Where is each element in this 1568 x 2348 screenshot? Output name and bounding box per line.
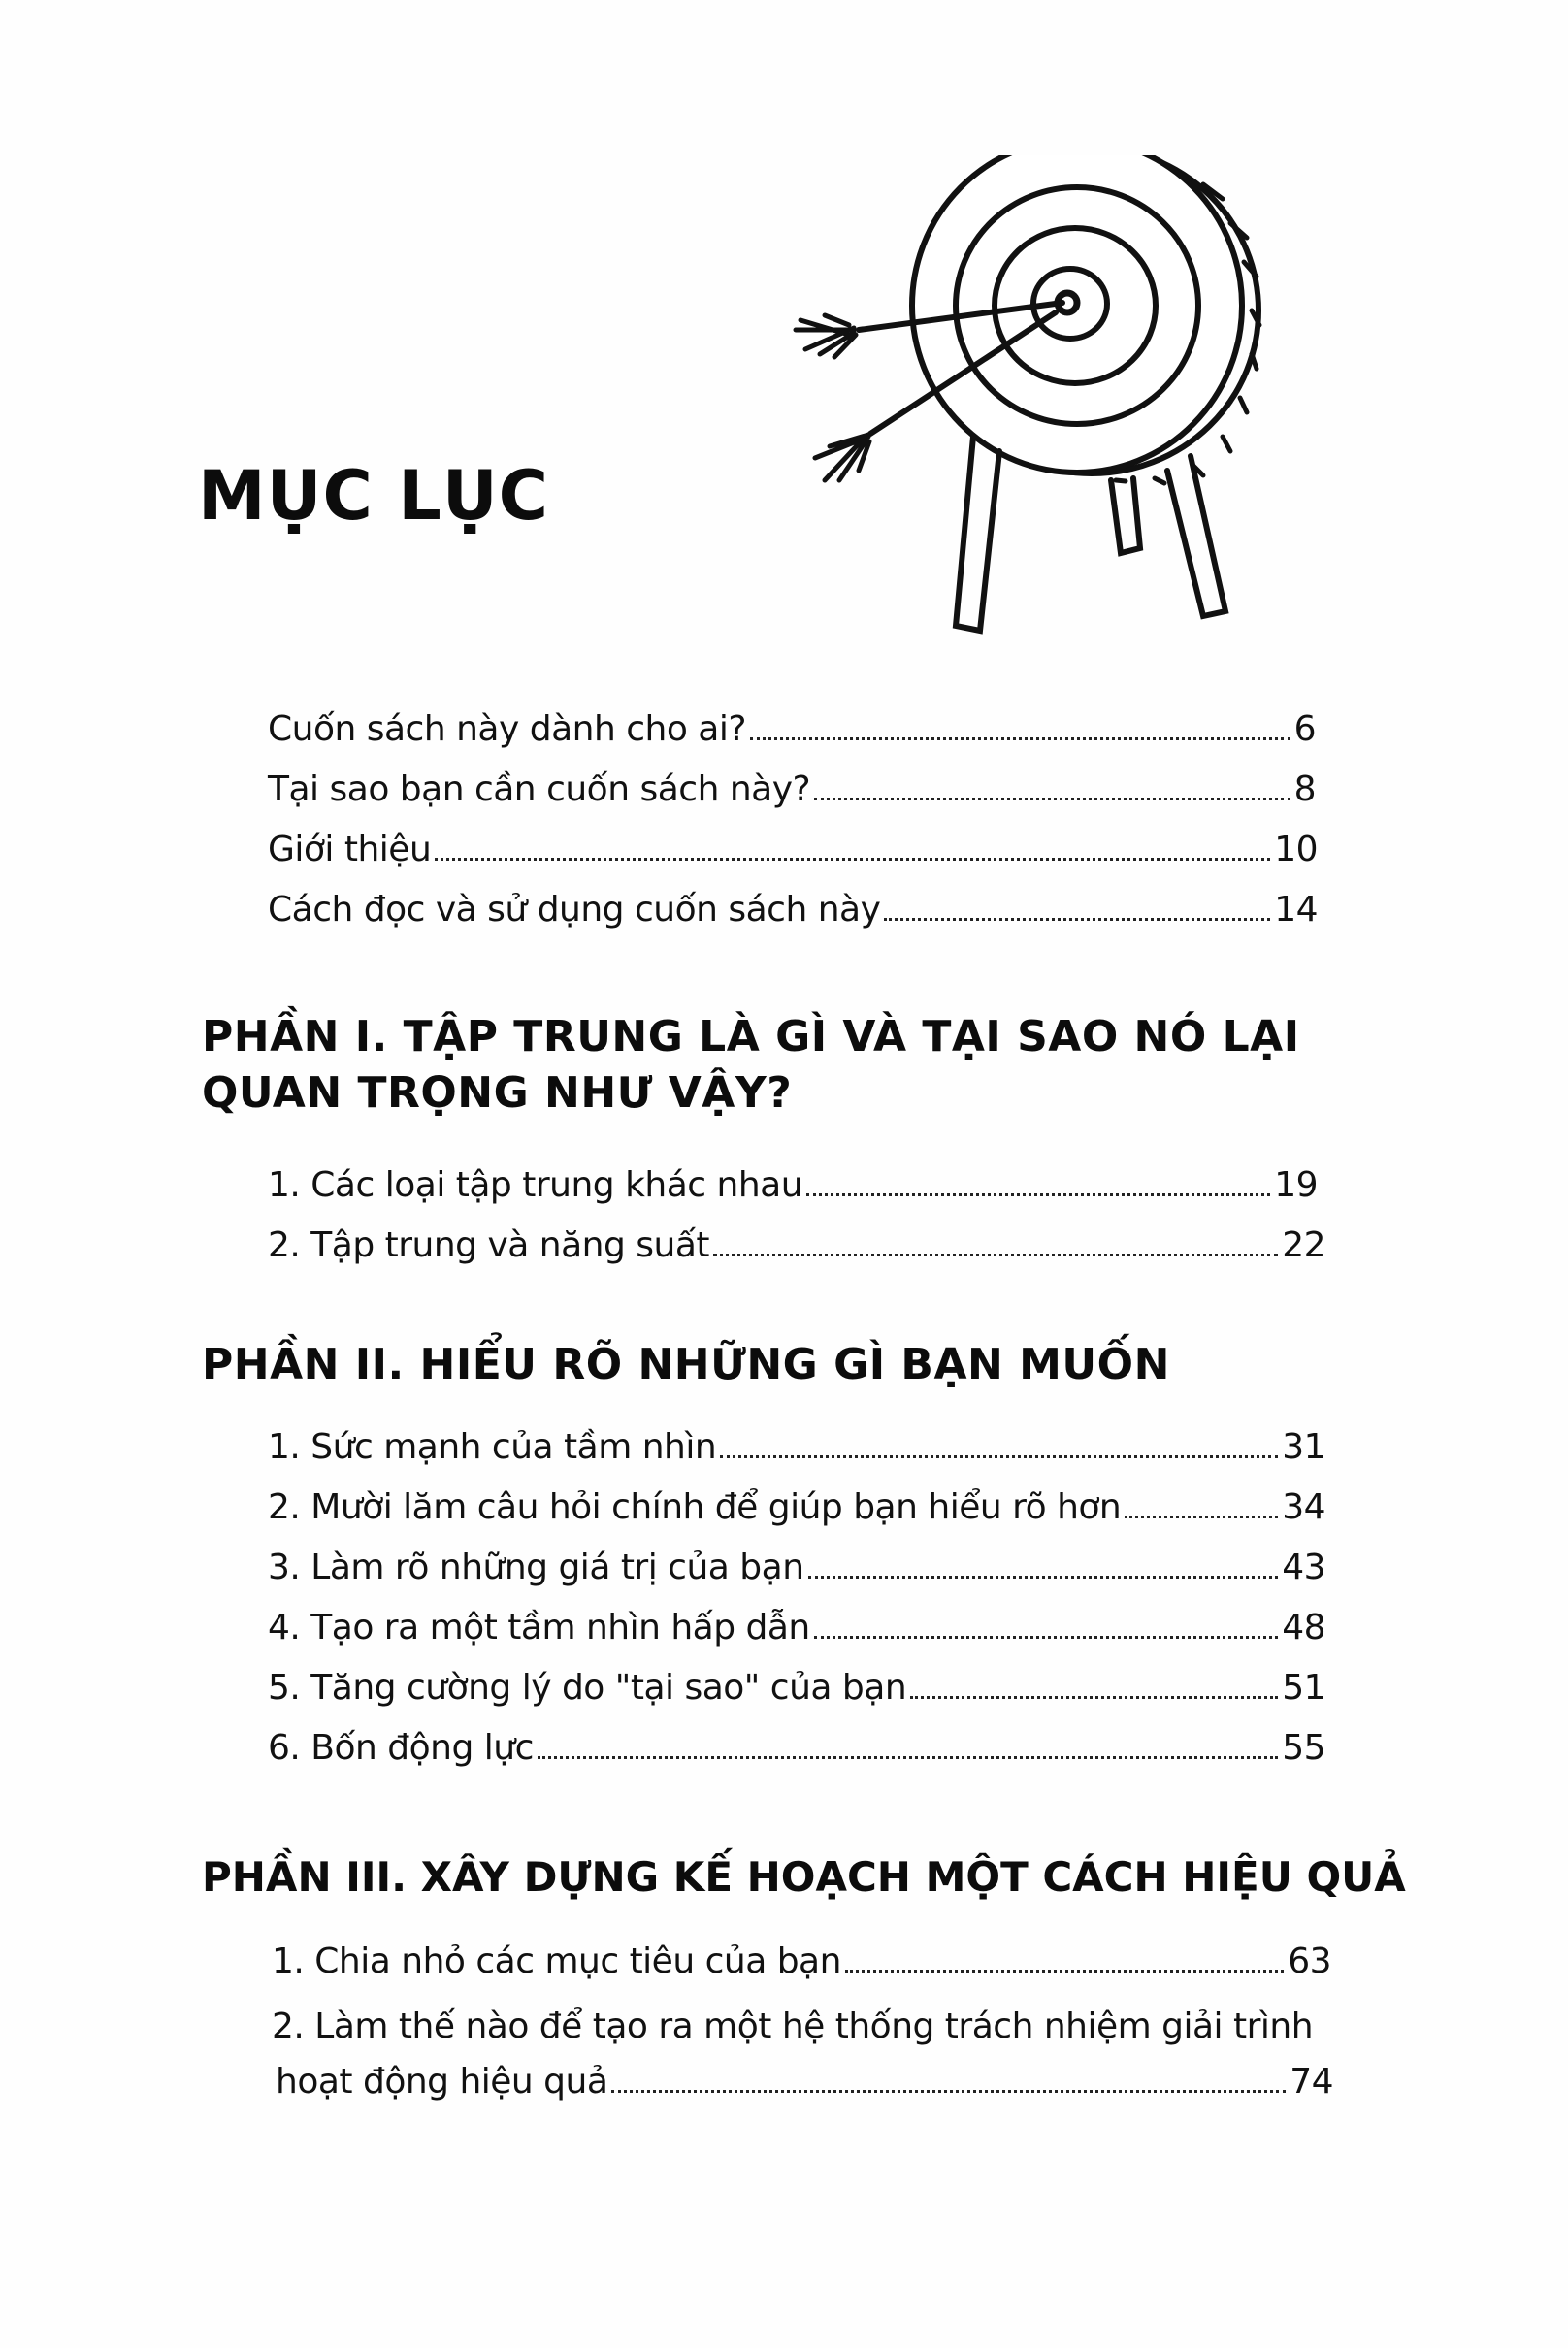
toc-entry[interactable] [268, 1164, 1318, 1206]
toc-page-number: 10 [1274, 830, 1318, 869]
toc-entry-label: 1. Các loại tập trung khác nhau [268, 1165, 803, 1205]
toc-page-number: 63 [1288, 1941, 1331, 1981]
part-heading [202, 1337, 1170, 1393]
leader-dots [814, 797, 1290, 800]
leader-dots [814, 1635, 1278, 1639]
toc-entry-label: Tại sao bạn cần cuốn sách này? [268, 769, 811, 809]
toc-entry-label: 5. Tăng cường lý do "tại sao" của bạn [268, 1668, 907, 1708]
toc-entry[interactable] [268, 1607, 1325, 1648]
leader-dots [435, 857, 1270, 861]
part-heading-line: QUAN TRỌNG NHƯ VẬY? [202, 1068, 793, 1118]
part-heading-line: PHẦN III. XÂY DỰNG KẾ HOẠCH MỘT CÁCH HIỆU QUẢ [202, 1853, 1406, 1901]
toc-page-number: 22 [1282, 1225, 1325, 1265]
toc-entry[interactable] [276, 2061, 1333, 2103]
toc-entry-label: 2. Mười lăm câu hỏi chính để giúp bạn hiểu rõ hơn [268, 1487, 1122, 1527]
part-heading [202, 1009, 1300, 1122]
leader-dots [884, 917, 1270, 921]
archery-target-icon [767, 155, 1271, 660]
toc-page-number: 43 [1282, 1548, 1325, 1587]
toc-entry-label: 1. Sức mạnh của tầm nhìn [268, 1427, 717, 1467]
toc-entry[interactable] [268, 1727, 1325, 1769]
page-title: MỤC LỤC [198, 456, 550, 536]
toc-entry-label: 6. Bốn động lực [268, 1728, 534, 1768]
leader-dots [713, 1253, 1278, 1256]
toc-entry-label-line1[interactable]: 2. Làm thế nào để tạo ra một hệ thống trách nhiệm giải trình [272, 2006, 1314, 2046]
toc-page-number: 6 [1293, 709, 1316, 749]
toc-page-number: 14 [1274, 890, 1318, 929]
toc-entry[interactable] [268, 1486, 1325, 1528]
toc-entry[interactable] [268, 1426, 1325, 1468]
toc-entry-label: 3. Làm rõ những giá trị của bạn [268, 1548, 804, 1587]
leader-dots [750, 736, 1290, 740]
toc-page-number: 31 [1282, 1427, 1325, 1467]
leader-dots [808, 1575, 1279, 1579]
toc-entry[interactable] [268, 829, 1318, 870]
toc-entry[interactable] [268, 1667, 1325, 1709]
leader-dots [720, 1454, 1278, 1458]
toc-entry[interactable] [268, 889, 1318, 930]
toc-page-number: 19 [1274, 1165, 1318, 1205]
toc-page-number: 48 [1282, 1608, 1325, 1647]
toc-entry-label: 4. Tạo ra một tầm nhìn hấp dẫn [268, 1608, 810, 1647]
toc-page-number: 51 [1282, 1668, 1325, 1708]
part-heading-line: PHẦN I. TẬP TRUNG LÀ GÌ VÀ TẠI SAO NÓ LẠI [202, 1012, 1300, 1061]
toc-entry[interactable] [272, 1940, 1331, 1982]
toc-page-number: 34 [1282, 1487, 1325, 1527]
toc-entry-label: Cách đọc và sử dụng cuốn sách này [268, 890, 881, 929]
toc-entry-label: Giới thiệu [268, 830, 432, 869]
leader-dots [1125, 1515, 1278, 1518]
leader-dots [845, 1969, 1284, 1973]
leader-dots [538, 1755, 1278, 1759]
leader-dots [806, 1192, 1270, 1196]
toc-entry-label: hoạt động hiệu quả [276, 2062, 608, 2102]
toc-page-number: 8 [1293, 769, 1316, 809]
toc-entry[interactable] [268, 1224, 1325, 1266]
toc-entry[interactable] [268, 1547, 1325, 1588]
leader-dots [910, 1695, 1278, 1699]
toc-entry[interactable] [268, 708, 1316, 750]
part-heading [202, 1849, 1406, 1906]
toc-entry-label: Cuốn sách này dành cho ai? [268, 709, 746, 749]
toc-page-number: 55 [1282, 1728, 1325, 1768]
toc-entry-label: 2. Tập trung và năng suất [268, 1225, 710, 1265]
leader-dots [611, 2089, 1286, 2093]
toc-entry-label: 1. Chia nhỏ các mục tiêu của bạn [272, 1941, 841, 1981]
toc-page-number: 74 [1290, 2062, 1333, 2102]
toc-entry[interactable] [268, 768, 1316, 810]
part-heading-line: PHẦN II. HIỂU RÕ NHỮNG GÌ BẠN MUỐN [202, 1340, 1170, 1389]
